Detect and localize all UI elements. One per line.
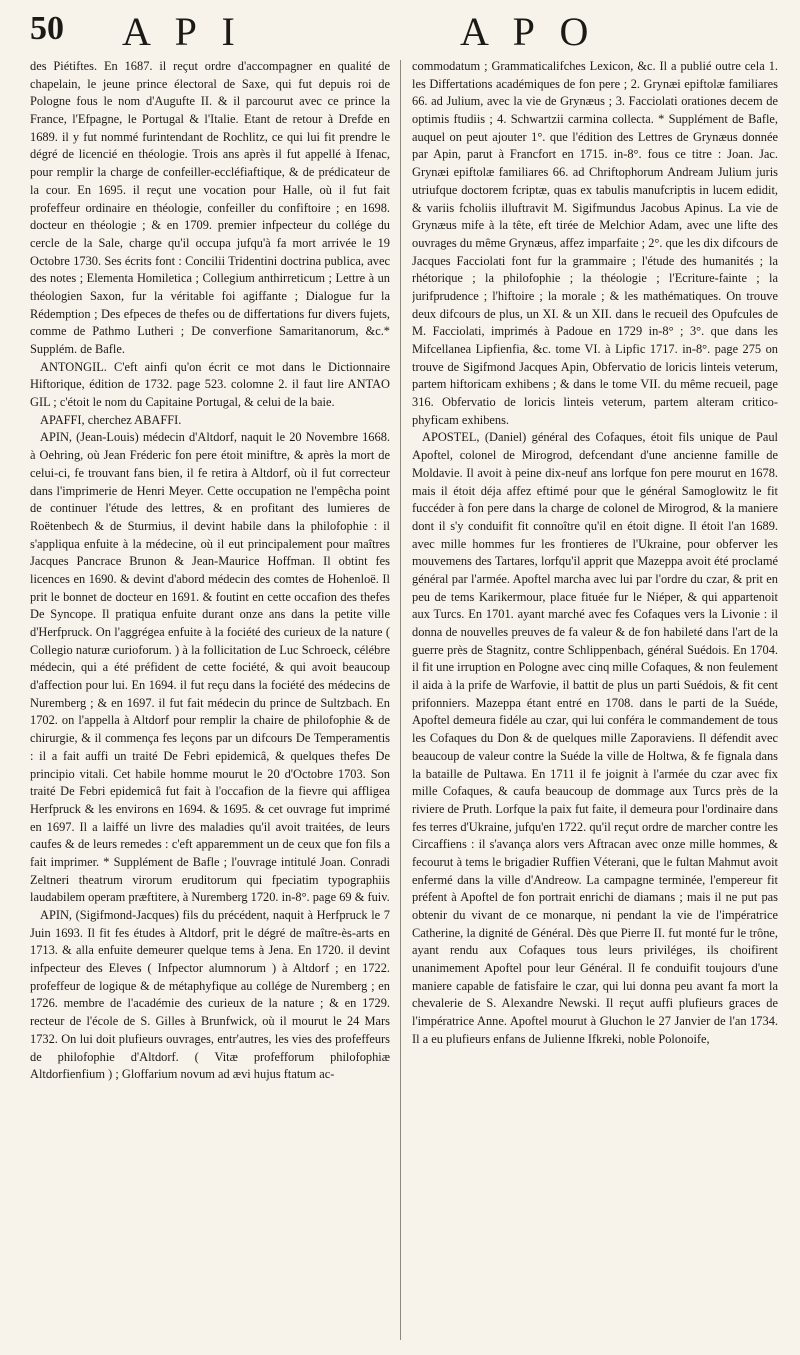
- entry-paragraph: commodatum ; Grammaticalifches Lexicon, &c. Il a publié outre cela 1. les Differtations académiques de fon pere ; 2. Grynæi epiftolæ familiares 66. ad Julium, avec la vie de Grynæus ; 3. Facciolati orationes decem de optimis ftudiis ; 4. Schwartzii carmina collecta. * Supplément de Bafle, auquel on peut ajouter 1°. que l'édition des Lettres de Grynæus donnée par Apin, parut à Francfort en 1715. in-8°. fous ce titre : Joan. Jac. Grynæi epiftolæ familiares 66. ad Chriftophorum Andream Julium juris utriufque doctorem fcriptæ, quas ex tabulis manufcriptis in lucem edidit, & variis fcholiis illuftravit M. Sigifmundus Jacobus Apinus. La vie de Grynæus mife à la tête, eft tirée de Melchior Adam, avec une lifte des ouvrages du même Grynæus, affez imparfaite ; 2°. que les dix difcours de Jacques Facciolati font fur la grammaire ; l'étude des humanités ; la rhétorique ; la philofophie ; la théologie ; l'Ecriture-fainte ; la jurifprudence ; l'hiftoire ; la morale ; & les mathématiques. On trouve deux difcours de plus, un XI. & un XII. dans le recueil des Opufcules de M. Facciolati, imprimés à Padoue en 1729 in-8° ; 3°. que dans les Mifcellanea Lipfienfia, &c. tome VI. à Lipfic 1717. in-8°. page 275 on trouve de Sigifmond Jacques Apin, Obfervatio de loricis linteis veterum, partem hiftoricam exhibens ; & dans le tome VII. du même recueil, page 316. Obfervatio de loricis linteis veterum, partem alteram critico-phyficam exhibens.: [412, 59, 778, 427]
- entry-paragraph: APAFFI, cherchez ABAFFI.: [40, 412, 182, 427]
- column-divider: [400, 60, 401, 1340]
- running-head-right: A P O: [460, 9, 597, 54]
- right-column: [412, 58, 778, 1350]
- page-header: [30, 9, 776, 54]
- entry-paragraph: APIN, (Sigifmond-Jacques) fils du précédent, naquit à Herfpruck le 7 Juin 1693. Il fit fes études à Altdorf, prit le dégré de maître-ès-arts en 1713. & alla enfuite demeurer quelque tems à Jena. En 1720. il devint infpecteur des Eleves ( Infpector alumnorum ) à Altdorf ; en 1722. profeffeur de logique & de métaphyfique au collége de Nuremberg ; en 1726. membre de l'académie des curieux de la nature ; & en 1729. recteur de l'école de S. Gilles à Brunfwick, où il mourut le 24 Mars 1732. On lui doit plufieurs ouvrages, entr'autres, les vies des profeffeurs de philofophie d'Altdorf. ( Vitæ profefforum philofophiæ Altdorfienfium ) ; Gloffarium novum ad ævi hujus ftatum ac-: [30, 908, 390, 1082]
- running-head-left: A P I: [122, 9, 243, 54]
- entry-paragraph: APIN, (Jean-Louis) médecin d'Altdorf, naquit le 20 Novembre 1668. à Oehring, où Jean Fréderic fon pere étoit miniftre, & après la mort de celui-ci, fe trouvant fans bien, il fe retira à Altdorf, où il fut correcteur dans l'imprimerie de Henri Meyer. Cette occupation ne l'empêcha point de continuer l'étude des lettres, & en profitant des lumieres de Roëtenbech & de Sturmius, il devint habile dans la philofophie : il s'appliqua enfuite à la médecine, où il eut principalement pour maîtres Jacques Pancrace Brunon & Jean-Maurice Hoffman. Il obtint fes licences en 1690. & devint d'abord médecin des comtes de Hohenloë. Il prit le bonnet de docteur en 1691. & foutint en cette occafion des thefes De Syncope. Il pratiqua enfuite durant onze ans dans la petite ville d'Herfpruck. On l'aggrégea enfuite à la fociété des curieux de la nature ( Collegio naturæ curioforum. ) à la follicitation de Luc Schroeck, célébre médecin, qui a été préfident de cette fociété, & qui avoit beaucoup d'affection pour lui. En 1694. il fut reçu dans la fociété des médecins de Nuremberg ; & en 1697. il fut fait médecin du prince de Sultzbach. En 1702. on l'appella à Altdorf pour remplir la chaire de philofophie & de chirurgie, & il commença fes leçons par un difcours De Temperamentis : il a fait auffi un traité De Febri epidemicâ, & quelques thefes De principio vitali. Cet habile homme mourut le 20 d'Octobre 1703. Son traité De Febri epidemicâ fut fait à l'occafion de la fievre qui affligea Herfpruck & les environs en 1694. & 1695. & cet ouvrage fut imprimé en 1697. Il a laiffé un livre des maladies qu'il avoit traitées, de leurs caufes & de leurs remedes : c'eft apparemment un de ceux que fon fils a fait imprimer. * Supplément de Bafle ; l'ouvrage intitulé Joan. Conradi Zeltneri theatrum virorum eruditorum qui fpeciatim typographiis laudabilem operam præftitere, à Nuremberg 1720. in-8°. page 69 & fuiv.: [30, 430, 390, 905]
- entry-paragraph: des Piétiftes. En 1687. il reçut ordre d'accompagner en qualité de chapelain, le jeune prince électoral de Saxe, qui fut depuis roi de Pologne fous le nom d'Augufte II. & il parcourut avec ce prince la France, l'Efpagne, le Portugal & l'Italie. Etant de retour à Drefde en 1689. il y fut nommé furintendant de Rochlitz, ce qui lui fit prendre le dégré de licencié en théologie. Trois ans après il fut appellé à Ifenac, pour remplir la charge de confeiller-eccléfiaftique, & de prédicateur de la cour. En 1695. il reçut une vocation pour Halle, où il fut fait profeffeur ordinaire en théologie, confeiller du confiftoire ; en 1698. docteur en théologie ; & en 1709. premier infpecteur du collége du cercle de la Sale, charge qu'il occupa jufqu'à fa mort arrivée le 19 Octobre 1730. Ses écrits font : Concilii Tridentini doctrina publica, avec des notes ; Elementa Homiletica ; Collegium anthirreticum ; Lettre à un théologien Saxon, fur la véritable foi agiffante ; Dialogue fur la Rédemption ; Des efpeces de thefes ou de differtations fur divers fujets, comme de Pathmo Lutheri ; De converfione Samaritanorum, &c.* Supplém. de Bafle.: [30, 59, 390, 356]
- entry-paragraph: ANTONGIL. C'eft ainfi qu'on écrit ce mot dans le Dictionnaire Hiftorique, édition de 1732. page 523. colomne 2. il faut lire ANTAO GIL ; c'étoit le nom du Capitaine Portugal, & celui de la baie.: [30, 359, 390, 410]
- entry-paragraph: APOSTEL, (Daniel) général des Cofaques, étoit fils unique de Paul Apoftel, colonel de Mirogrod, defcendant d'une ancienne famille de Moldavie. Il avoit à peine dix-neuf ans lorfque fon pere mourut en 1678. mais il étoit déja affez eftimé pour que le général Samoglowitz le fit fuccéder à fon pere dans la charge de colonel de Mirogrod, & la maniere dont il s'y conduifit fit connoître qu'il en étoit digne. Il étoit l'an 1689. avec mille hommes fur les frontieres de l'Ukraine, pour obferver les mouvemens des Tartares, lorfqu'il apprit que Mazeppa avoit été proclamé général par l'armée. Apoftel marcha avec lui par l'ordre du czar, & prit en peu de tems Karikermour, place fituée fur le Niéper, & qui appartenoit aux Turcs. En 1701. ayant marché avec fes Cofaques vers la Livonie : il donna de nouvelles preuves de fa valeur & de fon habileté dans l'art de la guerre près de Stagnitz, contre Schlippenbach, général Suédois. En 1704. il fit une irruption en Pologne avec cinq mille Cofaques, & non feulement il aida à la prife de Warfovie, il battit de plus un parti Suédois, & fit cent prifonniers. Mazeppa étant entré en 1708. dans le parti de la Suéde, Apoftel demeura fidéle au czar, qui lui conféra le commandement de tous les Cofaques du Don & de quelques mille Zaporaviens. Il défendit avec beaucoup de valeur contre la Suéde la ville de Holtwa, & fe fignala dans la bataille de Pultawa. En 1711 il fe joignit à l'armée du czar avec fix mille Cofaques, & caufa beaucoup de dommage aux Turcs près de la riviere de Pruth. Lorfque la paix fut faite, il demeura pour l'ordinaire dans fes terres d'Ukraine, jufqu'en 1722. qu'il reçut ordre de marcher contre les Circaffiens : il s'avança alors vers Aftracan avec onze mille hommes, & fecourut à tems le brigadier Ruffien Véteranі, que le fultan Mahmut avoit enfermé dans la ville d'Andreow. La campagne terminée, l'empereur fit préfent à Apoftel de fon portrait enrichi de diamans ; mais il ne put pas obtenir du vivant de ce monarque, ni pendant la vie de l'impératrice Catherine, la dignité de Général. Dès que Pierre II. fut monté fur le trône, ayant rendu aux Cofaques tous leurs priviléges, ils choifirent unanimement Apoftel pour leur Général. Il fe conduifit toujours d'une maniere capable de fatisfaire le czar, qui lui donna peu avant fa mort la chevalerie de S. Alexandre Newski. Il reçut auffi plufieurs graces de l'impératrice Anne. Apoftel mourut à Gluchon le 27 Janvier de l'an 1734. Il a eu plufieurs enfans de Julienne Ifkreki, noble Polonoife,: [412, 430, 778, 1046]
- page-number: 50: [30, 10, 64, 47]
- left-column: [30, 58, 390, 1350]
